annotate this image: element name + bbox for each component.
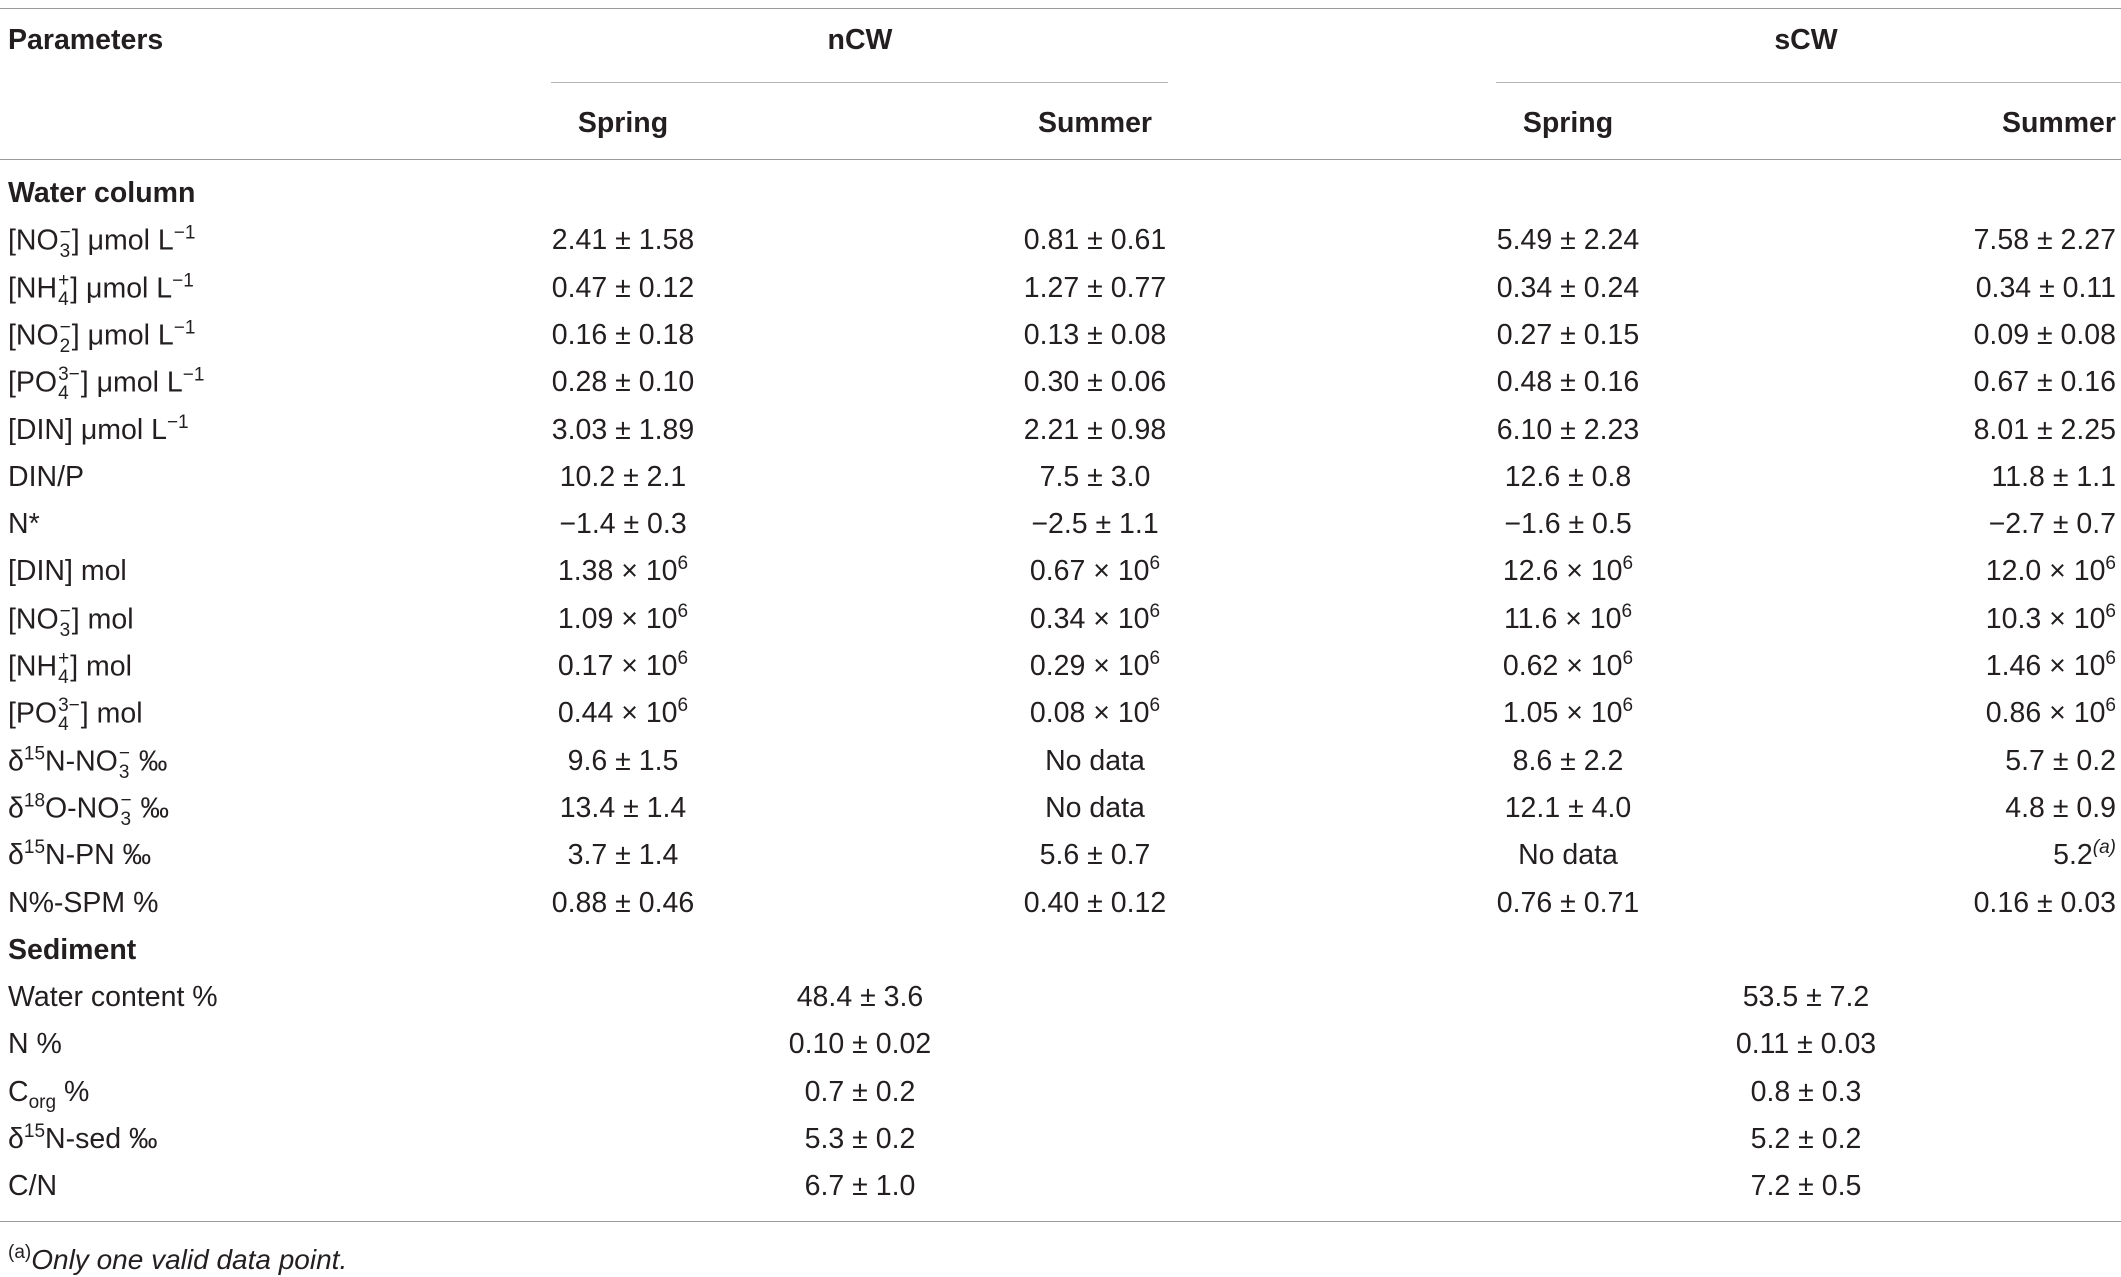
table-cell: $10.3 \times 10^6$ xyxy=(1985,601,2116,635)
section-sediment: Sediment xyxy=(8,934,137,966)
table-cell: 1.27 ± 0.77 xyxy=(1023,272,1167,304)
header-rule xyxy=(0,159,2121,160)
footnote xyxy=(8,1236,347,1277)
table-cell: 9.6 ± 1.5 xyxy=(567,745,679,777)
table-cell: 0.11 ± 0.03 xyxy=(1735,1028,1877,1060)
row-label: C/N xyxy=(8,1170,58,1202)
table-cell: 5.7 ± 0.2 xyxy=(2005,745,2116,777)
table-cell: 0.81 ± 0.61 xyxy=(1023,224,1167,256)
row-label: N % xyxy=(8,1028,62,1060)
table-cell: 0.27 ± 0.15 xyxy=(1496,319,1640,351)
row-label: [NO − 3 ] mol xyxy=(8,601,134,641)
table-cell: 8.6 ± 2.2 xyxy=(1512,745,1624,777)
row-label: $\delta^{15}N$-sed ‰ xyxy=(8,1121,158,1155)
table-cell: No data xyxy=(1045,792,1145,824)
table-cell: 5.2$^{(a)}$ xyxy=(2053,837,2116,871)
table-cell: −2.5 ± 1.1 xyxy=(1031,508,1159,540)
table-cell: 5.2 ± 0.2 xyxy=(1750,1123,1862,1155)
table-cell: $0.67 \times 10^6$ xyxy=(1029,553,1161,587)
table-cell: 8.01 ± 2.25 xyxy=(1973,414,2116,446)
table-cell: 5.3 ± 0.2 xyxy=(804,1123,916,1155)
bottom-rule xyxy=(0,1221,2121,1222)
table-cell: $1.38 \times 10^6$ xyxy=(557,553,689,587)
row-label: [DIN] μmol $L^{-1}$ xyxy=(8,412,189,446)
table-cell: 48.4 ± 3.6 xyxy=(796,981,924,1013)
table-cell: 0.09 ± 0.08 xyxy=(1973,319,2116,351)
table-cell: 12.1 ± 4.0 xyxy=(1504,792,1632,824)
row-label: $\delta^{15}N-PN$ ‰ xyxy=(8,837,152,871)
row-label: [DIN] mol xyxy=(8,555,127,587)
ncw-group-rule xyxy=(551,82,1168,83)
table-cell: 0.34 ± 0.11 xyxy=(1975,272,2116,304)
section-water-column: Water column xyxy=(8,177,196,209)
header-season-scw-spring: Spring xyxy=(1522,107,1614,139)
table-cell: $11.6 \times 10^6$ xyxy=(1503,601,1633,635)
table-cell: $1.05 \times 10^6$ xyxy=(1502,695,1634,729)
table-cell: 4.8 ± 0.9 xyxy=(2005,792,2116,824)
header-season-ncw-summer: Summer xyxy=(1037,107,1153,139)
table-cell: $1.46 \times 10^6$ xyxy=(1985,648,2116,682)
table-cell: 7.5 ± 3.0 xyxy=(1039,461,1151,493)
table-cell: $0.62 \times 10^6$ xyxy=(1502,648,1634,682)
footnote-mark: (a) xyxy=(8,1242,32,1263)
row-label: $C_{org}$ % xyxy=(8,1076,90,1113)
header-group-scw: sCW xyxy=(1774,24,1838,56)
table-cell: 11.8 ± 1.1 xyxy=(1991,461,2116,493)
table-cell: $0.44 \times 10^6$ xyxy=(557,695,689,729)
table-cell: $0.08 \times 10^6$ xyxy=(1029,695,1161,729)
table-cell: $12.6 \times 10^6$ xyxy=(1502,553,1634,587)
table-cell: 6.7 ± 1.0 xyxy=(804,1170,916,1202)
table-cell: 0.10 ± 0.02 xyxy=(788,1028,932,1060)
table-cell: 0.34 ± 0.24 xyxy=(1496,272,1640,304)
table-cell: 0.30 ± 0.06 xyxy=(1023,366,1167,398)
table-cell: 7.2 ± 0.5 xyxy=(1750,1170,1862,1202)
header-season-scw-summer: Summer xyxy=(2001,107,2116,139)
table-cell: 3.7 ± 1.4 xyxy=(567,839,679,871)
table-cell: −1.6 ± 0.5 xyxy=(1504,508,1632,540)
row-label: [PO 3− 4 ] mol xyxy=(8,695,143,735)
table-cell: $0.17 \times 10^6$ xyxy=(557,648,689,682)
table-cell: 6.10 ± 2.23 xyxy=(1496,414,1640,446)
table-cell: 0.48 ± 0.16 xyxy=(1496,366,1640,398)
row-label: [PO 3− 4 ] μmol $L^{-1}$ xyxy=(8,364,205,404)
table-cell: $0.29 \times 10^6$ xyxy=(1029,648,1161,682)
table-cell: 5.6 ± 0.7 xyxy=(1039,839,1151,871)
table-cell: −1.4 ± 0.3 xyxy=(559,508,687,540)
table-cell: 0.16 ± 0.03 xyxy=(1973,887,2116,919)
table-cell: 12.6 ± 0.8 xyxy=(1504,461,1632,493)
table-cell: 0.7 ± 0.2 xyxy=(804,1076,916,1108)
table-cell: 13.4 ± 1.4 xyxy=(559,792,687,824)
table-cell: 7.58 ± 2.27 xyxy=(1973,224,2116,256)
table-cell: $1.09 \times 10^6$ xyxy=(557,601,689,635)
table-cell: 0.47 ± 0.12 xyxy=(551,272,695,304)
row-label: N* xyxy=(8,508,40,540)
row-label: [NH + 4 ] μmol $L^{-1}$ xyxy=(8,270,194,310)
table-cell: 0.8 ± 0.3 xyxy=(1750,1076,1862,1108)
table-cell: 0.67 ± 0.16 xyxy=(1973,366,2116,398)
table-cell: 10.2 ± 2.1 xyxy=(559,461,687,493)
row-label: N%-SPM % xyxy=(8,887,159,919)
table-cell: 2.21 ± 0.98 xyxy=(1023,414,1167,446)
table-cell: 0.88 ± 0.46 xyxy=(551,887,695,919)
table-cell: No data xyxy=(1518,839,1618,871)
row-label: [NO − 3 ] μmol $L^{-1}$ xyxy=(8,222,196,262)
table-cell: $12.0 \times 10^6$ xyxy=(1985,553,2116,587)
row-label: [NO − 2 ] μmol $L^{-1}$ xyxy=(8,317,196,357)
header-parameters: Parameters xyxy=(8,24,164,56)
table-cell: 0.28 ± 0.10 xyxy=(551,366,695,398)
row-label: [NH + 4 ] mol xyxy=(8,648,132,688)
row-label: $\delta^{18}O-NO$ − 3 ‰ xyxy=(8,790,169,830)
row-label: $\delta^{15}N-NO$ − 3 ‰ xyxy=(8,743,168,783)
table-cell: $0.34 \times 10^6$ xyxy=(1029,601,1161,635)
table-cell: No data xyxy=(1045,745,1145,777)
scw-group-rule xyxy=(1496,82,2121,83)
header-group-ncw: nCW xyxy=(827,24,893,56)
table-cell: 0.13 ± 0.08 xyxy=(1023,319,1167,351)
table-cell: 0.40 ± 0.12 xyxy=(1023,887,1167,919)
table-cell: 0.16 ± 0.18 xyxy=(551,319,695,351)
table-cell: 2.41 ± 1.58 xyxy=(551,224,695,256)
table-cell: 53.5 ± 7.2 xyxy=(1742,981,1870,1013)
row-label: Water content % xyxy=(8,981,218,1013)
table-cell: 5.49 ± 2.24 xyxy=(1496,224,1640,256)
footnote-text: Only one valid data point. xyxy=(31,1244,348,1275)
row-label: DIN/P xyxy=(8,461,85,493)
table-cell: 3.03 ± 1.89 xyxy=(551,414,695,446)
top-rule xyxy=(0,8,2121,9)
table-cell: −2.7 ± 0.7 xyxy=(1988,508,2116,540)
table-cell: $0.86 \times 10^6$ xyxy=(1985,695,2116,729)
header-season-ncw-spring: Spring xyxy=(577,107,669,139)
table-cell: 0.76 ± 0.71 xyxy=(1496,887,1640,919)
